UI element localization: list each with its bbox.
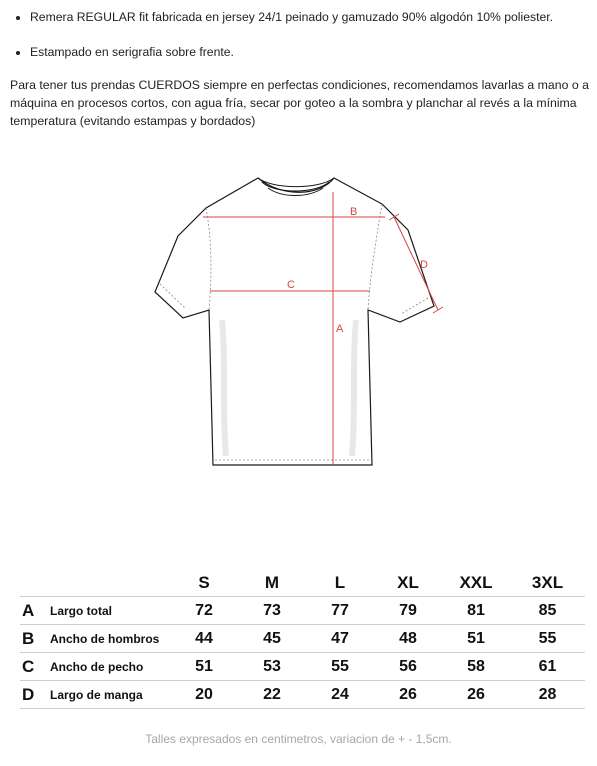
tshirt-measurement-diagram (0, 160, 597, 480)
row-code: D (20, 681, 50, 709)
row-measurement-name: Ancho de hombros (50, 625, 170, 653)
row-measurement-name: Largo total (50, 597, 170, 625)
table-cell: 44 (170, 625, 238, 653)
row-code: C (20, 653, 50, 681)
feature-fabric: Remera REGULAR fit fabricada en jersey 24/1 peinado y gamuzado 90% algodón 10% poliester. (12, 9, 587, 25)
table-cell: 61 (510, 653, 585, 681)
table-cell: 20 (170, 681, 238, 709)
table-row (20, 653, 585, 681)
table-cell: 22 (238, 681, 306, 709)
table-cell: 85 (510, 597, 585, 625)
product-features-list (12, 9, 587, 60)
size-header-row (20, 570, 585, 597)
table-cell: 48 (374, 625, 442, 653)
table-row (20, 625, 585, 653)
table-cell: 58 (442, 653, 510, 681)
size-footnote: Talles expresados en centimetros, variacion de + - 1,5cm. (145, 732, 452, 746)
table-cell: 77 (306, 597, 374, 625)
feature-print: Estampado en serigrafia sobre frente. (12, 44, 587, 60)
size-header: S (198, 573, 210, 592)
table-row (20, 597, 585, 625)
care-instructions: Para tener tus prendas CUERDOS siempre en perfectas condiciones, recomendamos lavarlas a mano o a máquina en procesos cortos, con agua fría, secar por goteo a la sombra y planchar al revés a la mínima temperatura (evitando estampas y bordados) (10, 78, 589, 128)
table-cell: 26 (442, 681, 510, 709)
table-cell: 53 (238, 653, 306, 681)
table-cell: 56 (374, 653, 442, 681)
row-measurement-name: Largo de manga (50, 681, 170, 709)
table-cell: 28 (510, 681, 585, 709)
table-cell: 51 (442, 625, 510, 653)
table-cell: 51 (170, 653, 238, 681)
table-cell: 73 (238, 597, 306, 625)
size-header: XL (397, 573, 419, 592)
header-name-blank (50, 570, 170, 597)
size-header: M (264, 573, 280, 592)
table-cell: 79 (374, 597, 442, 625)
label-b: B (350, 206, 358, 218)
size-chart-table (20, 570, 585, 709)
size-header: XXL (459, 573, 493, 592)
table-cell: 47 (306, 625, 374, 653)
tshirt-diagram-svg (0, 160, 597, 480)
label-d: D (420, 259, 428, 271)
row-measurement-name: Ancho de pecho (50, 653, 170, 681)
row-code: B (20, 625, 50, 653)
size-header: 3XL (531, 573, 564, 592)
tshirt-outline (155, 178, 434, 465)
table-cell: 72 (170, 597, 238, 625)
size-header: L (334, 573, 346, 592)
header-code-blank (20, 570, 50, 597)
row-code: A (20, 597, 50, 625)
label-c: C (287, 279, 295, 291)
table-cell: 26 (374, 681, 442, 709)
table-row (20, 681, 585, 709)
table-cell: 55 (510, 625, 585, 653)
label-a: A (336, 323, 344, 335)
table-cell: 45 (238, 625, 306, 653)
table-cell: 55 (306, 653, 374, 681)
measure-cap-d-bottom (433, 307, 443, 313)
table-cell: 24 (306, 681, 374, 709)
table-cell: 81 (442, 597, 510, 625)
